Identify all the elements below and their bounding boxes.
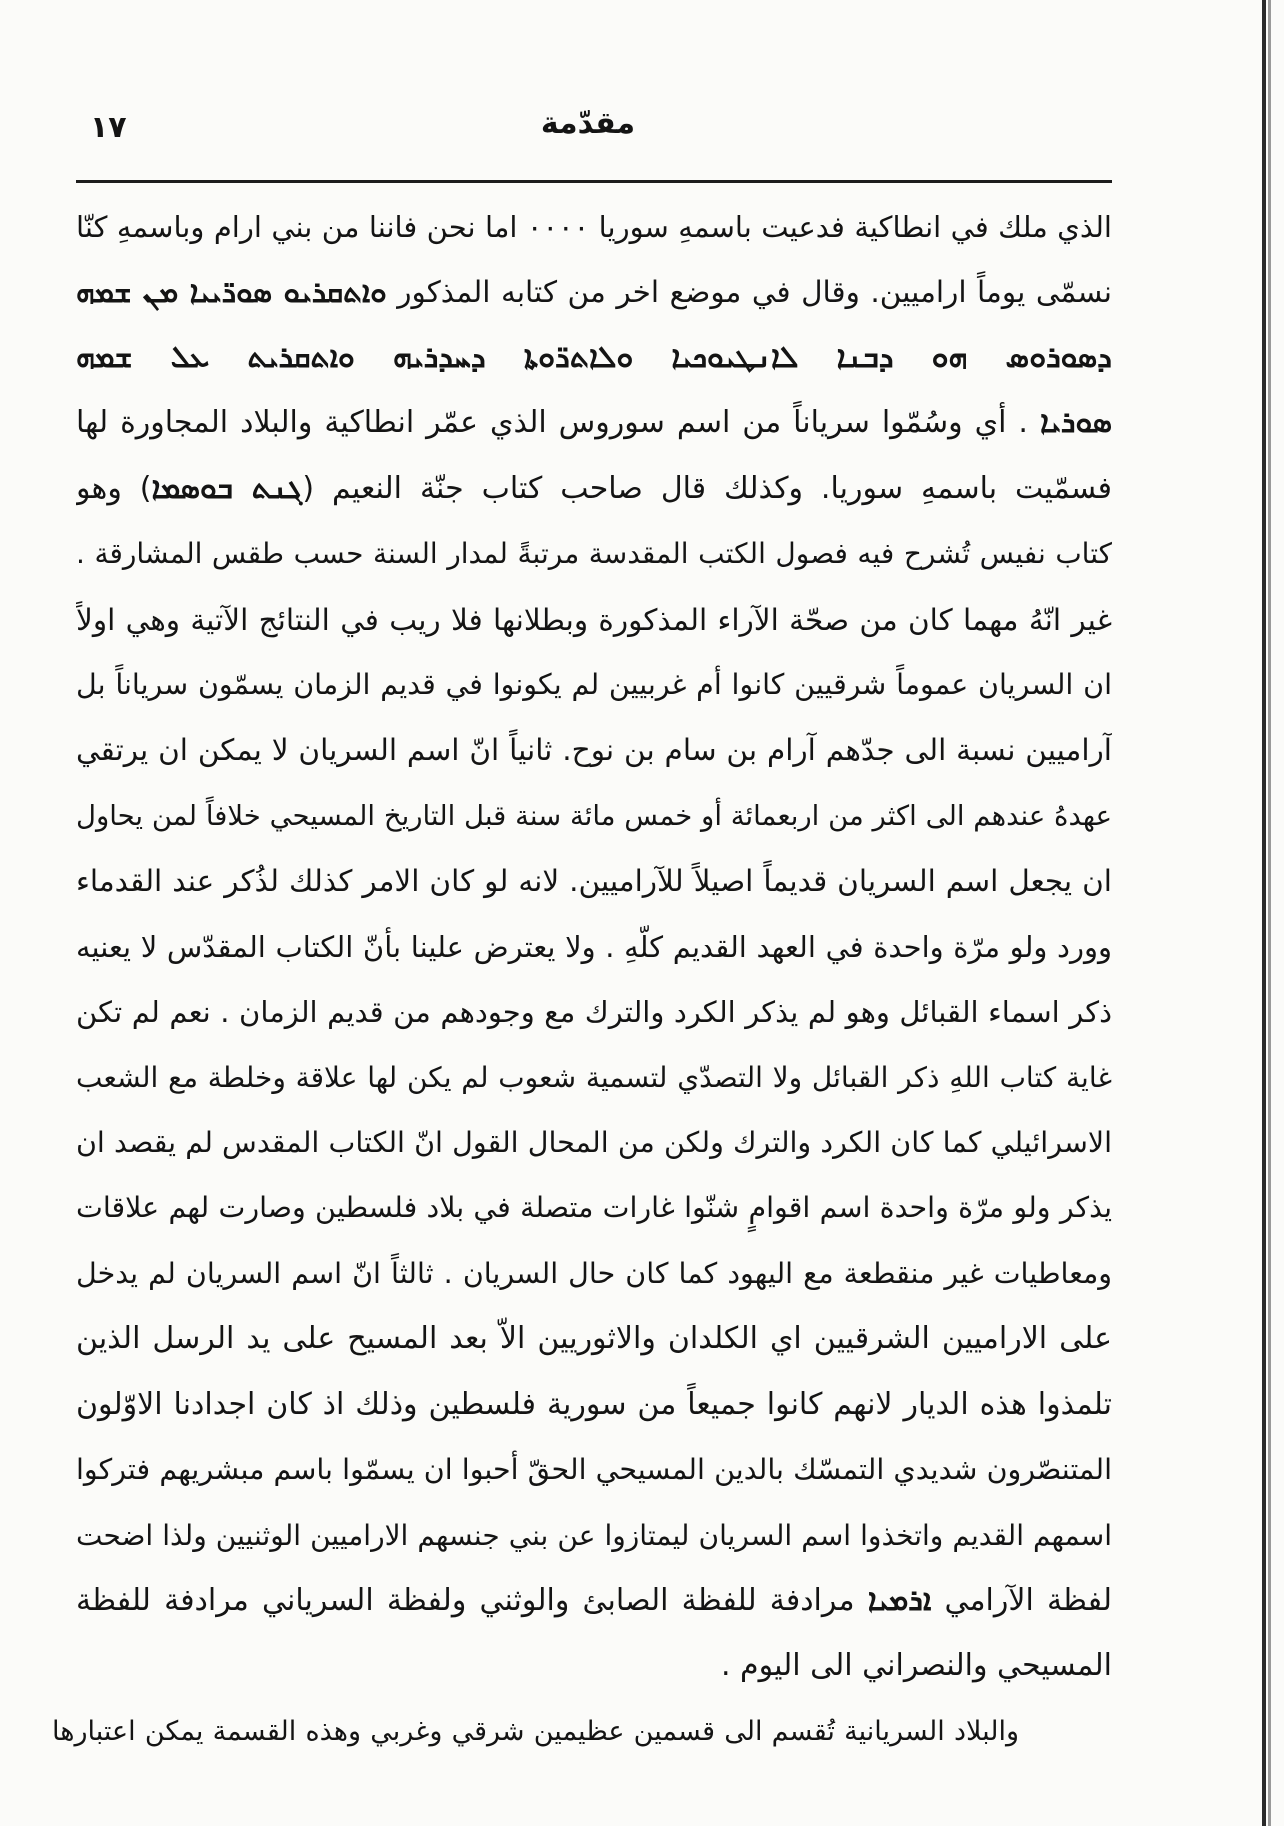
body-line xyxy=(76,851,1112,911)
syriac-text: ܐܪܡܝܐ xyxy=(867,1583,932,1618)
body-line xyxy=(76,1309,1112,1369)
arabic-text: لفظة الآرامي xyxy=(944,1583,1112,1618)
page-number: ١٧ xyxy=(90,110,127,145)
arabic-text: كتاب نفيس تُشرح فيه فصول الكتب المقدسة مرتبةً لمدار السنة حسب طقس المشارقة . xyxy=(76,537,1112,570)
page-edge xyxy=(1262,0,1266,1826)
syriac-text: ܓܢܬ ܒܘܣܡܐ xyxy=(151,471,303,506)
body-line xyxy=(76,328,1112,388)
body-line xyxy=(76,1440,1112,1500)
arabic-text: تلمذوا هذه الديار لانهم كانوا جميعاً من سورية فلسطين وذلك اذ كان اجدادنا الاوّلون xyxy=(76,1387,1112,1422)
body-line xyxy=(76,1571,1112,1631)
body-line xyxy=(76,197,1112,257)
arabic-text: مرادفة للفظة الصابئ والوثني ولفظة السرياني مرادفة للفظة xyxy=(76,1583,855,1618)
body-line xyxy=(52,1702,1019,1762)
arabic-text: غير انّهُ مهما كان من صحّة الآراء المذكورة وبطلانها فلا ريب في النتائج الآتية وهي اولاً xyxy=(76,603,1112,637)
arabic-text: غاية كتاب اللهِ ذكر القبائل ولا التصدّي لتسمية شعوب لم يكن لها علاقة وخلطة مع الشعب xyxy=(76,1061,1112,1094)
body-line xyxy=(76,655,1112,715)
arabic-text: يذكر ولو مرّة واحدة اسم اقوامٍ شنّوا غارات متصلة في بلاد فلسطين وصارت لهم علاقات xyxy=(76,1191,1112,1224)
body-line xyxy=(76,1178,1112,1238)
body-line xyxy=(76,982,1112,1042)
arabic-text: ومعاطيات غير منقطعة مع اليهود كما كان حال السريان . ثالثاً انّ اسم السريان لم يدخل xyxy=(76,1257,1112,1290)
arabic-text: ذكر اسماء القبائل وهو لم يذكر الكرد والترك مع وجودهم من قديم الزمان . نعم لم تكن xyxy=(76,995,1112,1029)
body-line xyxy=(76,1244,1112,1304)
arabic-text: وورد ولو مرّة واحدة في العهد القديم كلّهِ . ولا يعترض علينا بأنّ الكتاب المقدّس لا يعنيه xyxy=(76,930,1112,964)
arabic-text: نسمّى يوماً اراميين. وقال في موضع اخر من كتابه المذكور xyxy=(397,275,1112,309)
arabic-text: والبلاد السريانية تُقسم الى قسمين عظيمين شرقي وغربي وهذه القسمة يمكن اعتبارها xyxy=(52,1716,1019,1747)
arabic-text: ان السريان عموماً شرقيين كانوا أم غربيين لم يكونوا في قديم الزمان يسمّون سرياناً بل xyxy=(76,668,1112,701)
arabic-text: الاسرائيلي كما كان الكرد والترك ولكن من المحال القول انّ الكتاب المقدس لم يقصد ان xyxy=(76,1126,1112,1159)
arabic-text: فسمّيت باسمهِ سوريا. وكذلك قال صاحب كتاب جنّة النعيم ( xyxy=(302,471,1112,506)
body-line xyxy=(76,590,1112,650)
syriac-text: ܘܐܬܩܪܝܘ ܣܘܪ̈ܝܝܐ ܡܢ ܫܡܗ xyxy=(76,275,387,309)
arabic-text: . أي وسُمّوا سرياناً من اسم سوروس الذي عمّر انطاكية والبلاد المجاورة لها xyxy=(76,405,1028,440)
syriac-text: ܕܣܘܪܘܣ ܗܘ ܕܒܢܐ ܠܐܢܛܝܘܟܝܐ ܘܠܐܬܪ̈ܘܬܐ ܕܚܕܪܝܗ ܘܐܬܩܪܝܬ ܥܠ ܫܡܗ xyxy=(76,340,1112,375)
arabic-text: اسمهم القديم واتخذوا اسم السريان ليمتازوا عن بني جنسهم الاراميين الوثنيين ولذا اضحت xyxy=(76,1519,1112,1552)
page-edge-shadow xyxy=(1268,0,1271,1826)
arabic-text: آراميين نسبة الى جدّهم آرام بن سام بن نوح. ثانياً انّ اسم السريان لا يمكن ان يرتقي xyxy=(76,733,1112,767)
arabic-text: ان يجعل اسم السريان قديماً اصيلاً للآراميين. لانه لو كان الامر كذلك لذُكر عند القدماء xyxy=(76,864,1112,898)
body-line xyxy=(76,524,1112,584)
body-line xyxy=(76,786,1112,846)
body-line xyxy=(76,720,1112,780)
arabic-text: المسيحي والنصراني الى اليوم . xyxy=(720,1648,1112,1683)
body-line xyxy=(76,1048,1112,1108)
arabic-text: المتنصّرون شديدي التمسّك بالدين المسيحي الحقّ أحبوا ان يسمّوا باسم مبشريهم فتركوا xyxy=(76,1453,1112,1486)
arabic-text: عهدهُ عندهم الى اكثر من اربعمائة أو خمس مائة سنة قبل التاريخ المسيحي خلافاً لمن يحاول xyxy=(76,800,1112,832)
body-line xyxy=(76,1636,1112,1696)
arabic-text: ) وهو xyxy=(76,471,152,506)
arabic-text: الذي ملك في انطاكية فدعيت باسمهِ سوريا ٠٠٠٠ اما نحن فاننا من بني ارام وباسمهِ كنّا xyxy=(76,210,1112,244)
body-line xyxy=(76,917,1112,977)
syriac-text: ܣܘܪܝܐ xyxy=(1039,405,1112,440)
body-line xyxy=(76,1506,1112,1566)
body-line xyxy=(76,1375,1112,1435)
header-rule xyxy=(76,180,1112,183)
running-title: مقدّمة xyxy=(540,106,636,141)
body-line xyxy=(76,1113,1112,1173)
arabic-text: على الاراميين الشرقيين اي الكلدان والاثوريين الاّ بعد المسيح على يد الرسل الذين xyxy=(76,1321,1112,1356)
body-line xyxy=(76,393,1112,453)
body-line xyxy=(76,459,1112,519)
body-line xyxy=(76,262,1112,322)
